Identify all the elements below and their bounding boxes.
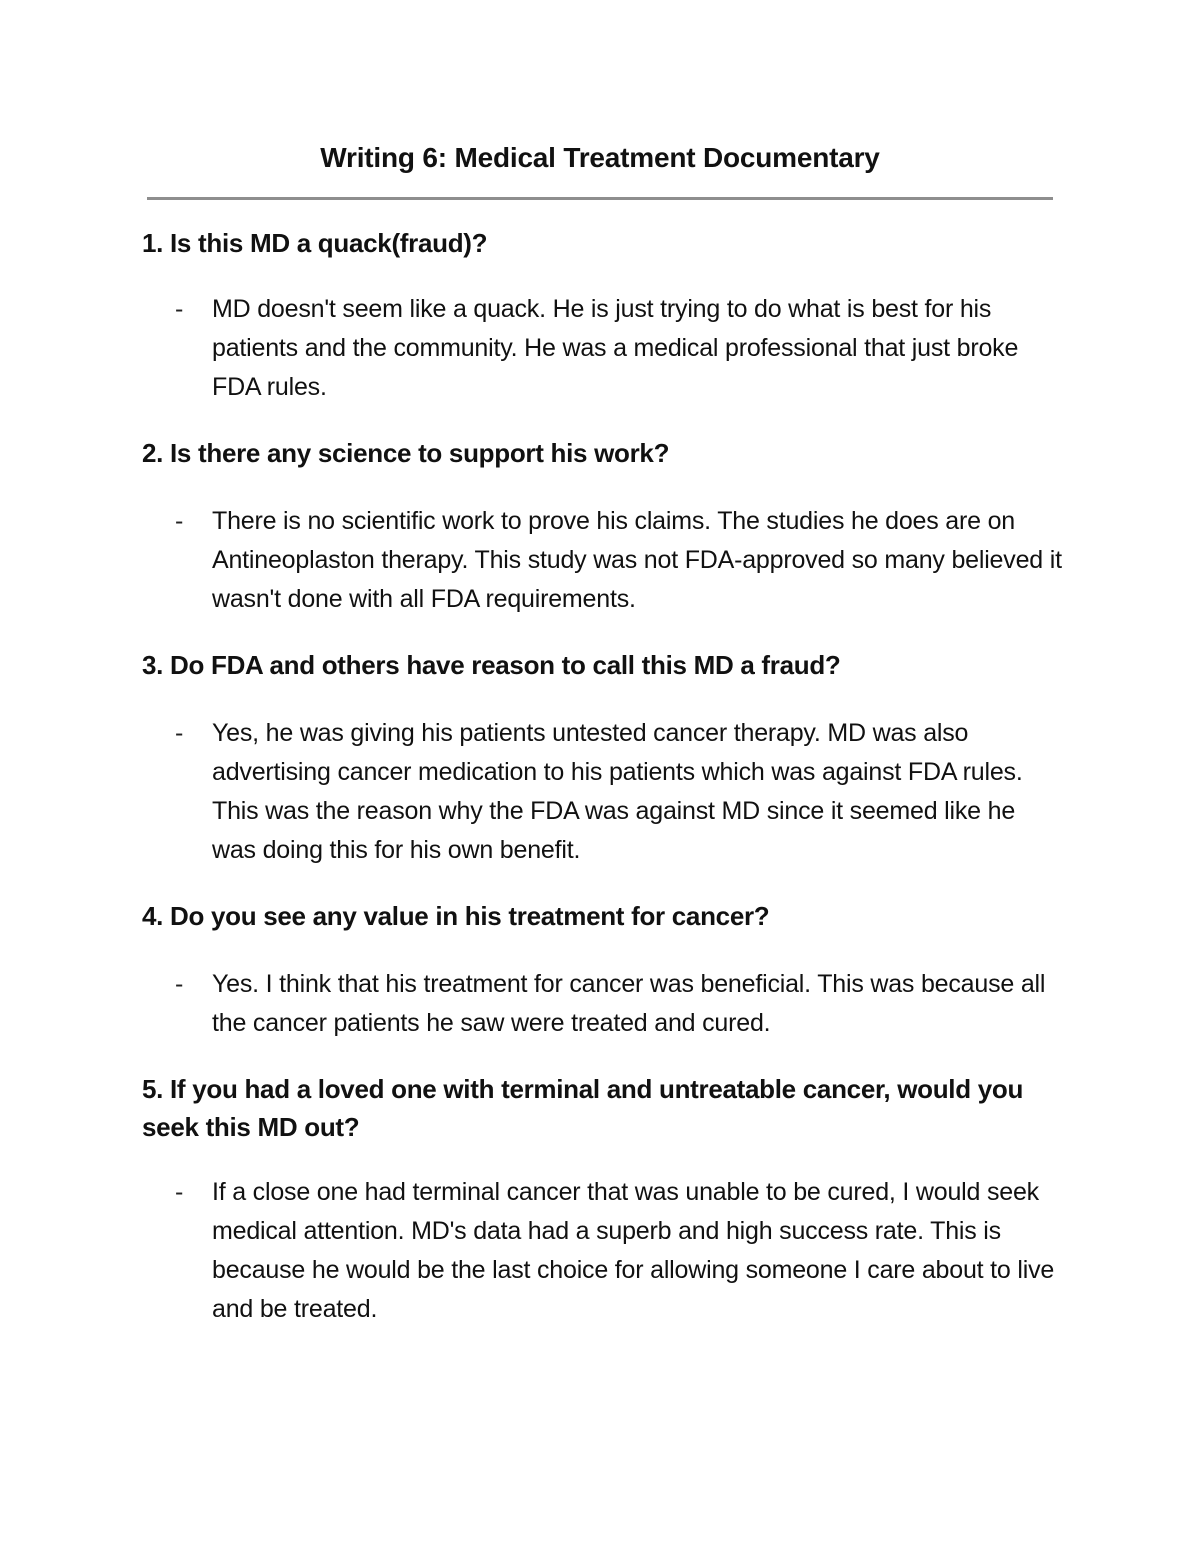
question-3: 3. Do FDA and others have reason to call this MD a fraud?: [142, 650, 841, 680]
question-2: 2. Is there any science to support his work?: [142, 438, 670, 468]
bullet-dash: -: [175, 1178, 184, 1206]
answer-2-text: There is no scientific work to prove his claims. The studies he does are on Antineoplaston therapy. This study was not FDA-approved so many believed it wasn't done with all FDA requirements.: [212, 507, 1062, 613]
title-divider: [147, 197, 1053, 200]
bullet-dash: -: [175, 295, 184, 323]
bullet-dash: -: [175, 507, 184, 535]
answer-1-text: MD doesn't seem like a quack. He is just trying to do what is best for his patients and the community. He was a medical professional that just broke FDA rules.: [212, 295, 1019, 401]
answer-5-text: If a close one had terminal cancer that was unable to be cured, I would seek medical attention. MD's data had a superb and high success rate. This is because he would be the last choice for allowing someone I care about to live and be treated.: [212, 1178, 1055, 1323]
answer-4-text: Yes. I think that his treatment for cancer was beneficial. This was because all the cancer patients he saw were treated and cured.: [212, 970, 1046, 1037]
question-1: 1. Is this MD a quack(fraud)?: [142, 228, 488, 258]
document-title: Writing 6: Medical Treatment Documentary: [320, 142, 880, 173]
bullet-dash: -: [175, 719, 184, 747]
question-4: 4. Do you see any value in his treatment for cancer?: [142, 901, 770, 931]
question-5: 5. If you had a loved one with terminal and untreatable cancer, would you seek this MD out?: [142, 1074, 1024, 1142]
answer-3-text: Yes, he was giving his patients untested cancer therapy. MD was also advertising cancer medication to his patients which was against FDA rules. This was the reason why the FDA was against MD since it seemed like he was doing this for his own benefit.: [212, 719, 1023, 864]
bullet-dash: -: [175, 970, 184, 998]
